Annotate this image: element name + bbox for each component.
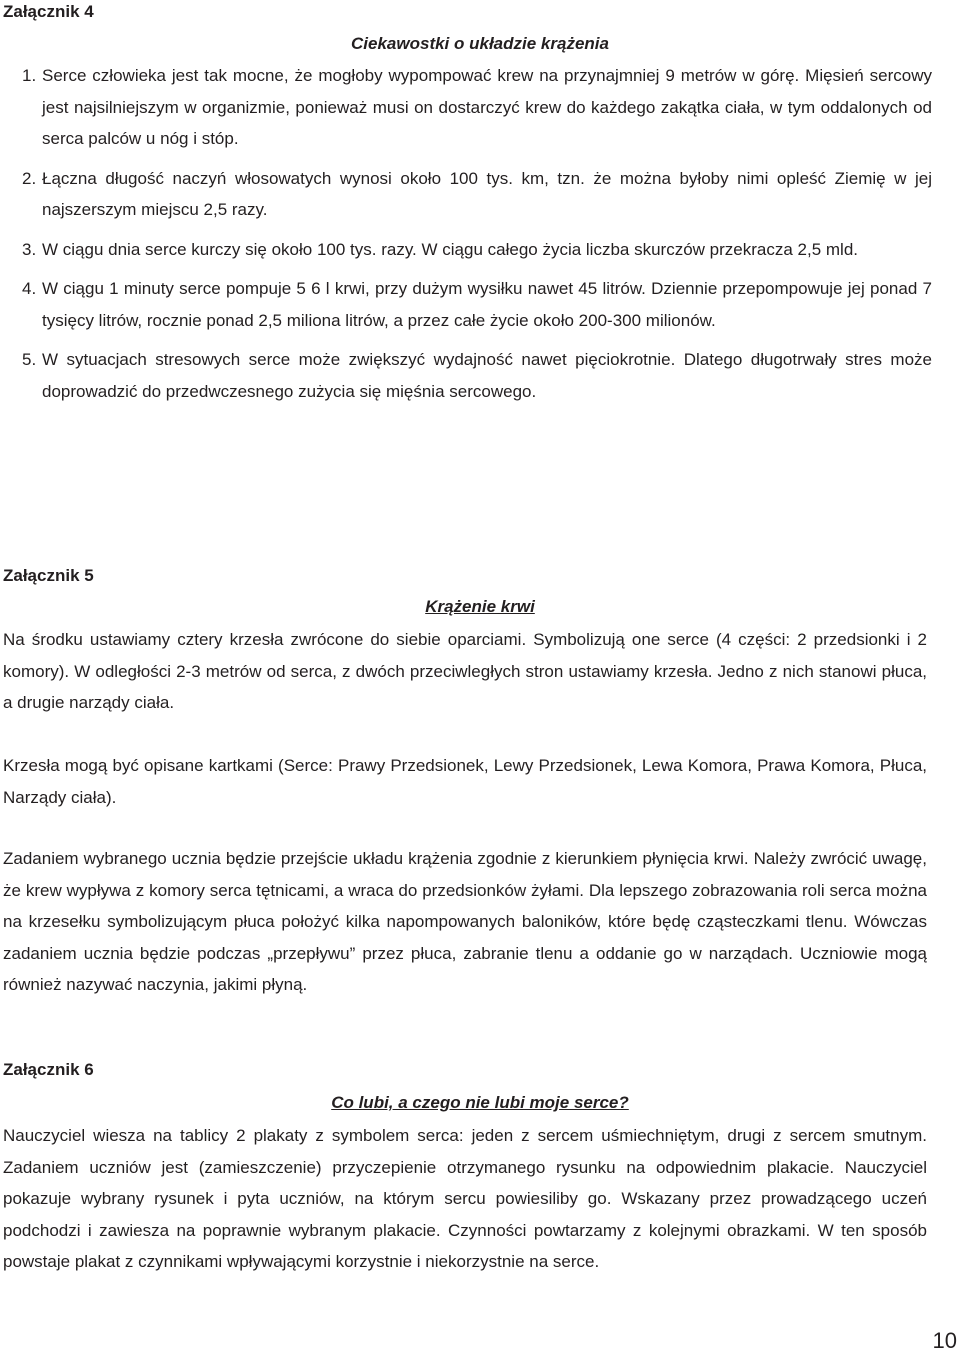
list-item-text: W ciągu 1 minuty serce pompuje 5 6 l krwi, przy dużym wysiłku nawet 45 litrów. Dziennie przepompowuje jej ponad 7 tysięcy litrów, rocznie ponad 2,5 miliona litrów, a przez całe życie około 200-300 milionów. xyxy=(42,279,932,330)
annex6-title: Co lubi, a czego nie lubi moje serce? xyxy=(331,1093,629,1112)
annex4-heading: Załącznik 4 xyxy=(3,2,94,21)
annex5-paragraph-1: Na środku ustawiamy cztery krzesła zwrócone do siebie oparciami. Symbolizują one serce (4 części: 2 przedsionki i 2 komory). W odległości 2-3 metrów od serca, z dwóch przeciwległych stron ustawiamy krzesła. Jedno z nich stanowi płuca, a drugie narządy ciała. xyxy=(3,630,927,712)
list-item-text: Łączna długość naczyń włosowatych wynosi około 100 tys. km, tzn. że można byłoby nimi opleść Ziemię w jej najszerszym miejscu 2,5 razy. xyxy=(42,168,932,219)
list-item-number: 2. xyxy=(22,168,37,188)
annex6-heading: Załącznik 6 xyxy=(3,1060,94,1079)
annex5-heading: Załącznik 5 xyxy=(3,566,94,585)
list-item xyxy=(22,273,932,336)
list-item-number: 1. xyxy=(22,66,37,85)
list-item-number: 3. xyxy=(22,239,37,259)
list-item-number: 5. xyxy=(22,350,37,369)
list-item-text: Serce człowieka jest tak mocne, że mogłoby wypompować krew na przynajmniej 9 metrów w górę. Mięsień sercowy jest najsilniejszym w organizmie, ponieważ musi on dostarczyć krew do każdego zakątka ciała, w tym oddalonych od serca palców u nóg i stóp. xyxy=(42,66,932,148)
annex5-title: Krążenie krwi xyxy=(425,597,535,616)
list-item xyxy=(22,344,932,407)
annex5-paragraph-3: Zadaniem wybranego ucznia będzie przejście układu krążenia zgodnie z kierunkiem płynięcia krwi. Należy zwrócić uwagę, że krew wypływa z komory serca tętnicami, a wraca do przedsionków żyłami. Dla lepszego zobrazowania roli serca można na krzesełku symbolizującym płuca położyć kilka napompowanych baloników, które będę cząsteczkami tlenu. Wówczas zadaniem ucznia będzie podczas „przepływu” przez płuca, zabranie tlenu a oddanie go w narządach. Uczniowie mogą również nazywać naczynia, jakimi płyną. xyxy=(3,849,927,994)
annex5-paragraph-2: Krzesła mogą być opisane kartkami (Serce: Prawy Przedsionek, Lewy Przedsionek, Lewa Komora, Prawa Komora, Płuca, Narządy ciała). xyxy=(3,756,927,807)
list-item-text: W ciągu dnia serce kurczy się około 100 tys. razy. W ciągu całego życia liczba skurczów przekracza 2,5 mld. xyxy=(42,239,858,259)
page-number: 10 xyxy=(932,1328,957,1353)
list-item-text: W sytuacjach stresowych serce może zwiększyć wydajność nawet pięciokrotnie. Dlatego długotrwały stres może doprowadzić do przedwczesnego zużycia się mięśnia sercowego. xyxy=(42,350,932,401)
annex6-paragraph: Nauczyciel wiesza na tablicy 2 plakaty z symbolem serca: jeden z sercem uśmiechniętym, drugi z sercem smutnym. Zadaniem uczniów jest (zamieszczenie) przyczepienie otrzymanego rysunku na odpowiednim plakacie. Nauczyciel pokazuje wybrany rysunek i pyta uczniów, na którym sercu powiesiliby go. Wskazany przez prowadzącego uczeń podchodzi i zawiesza na poprawnie wybranym plakacie. Czynności powtarzamy z kolejnymi obrazkami. W ten sposób powstaje plakat z czynnikami wpływającymi korzystnie i niekorzystnie na serce. xyxy=(3,1126,927,1271)
annex4-title: Ciekawostki o układzie krążenia xyxy=(351,34,609,53)
annex4-list xyxy=(22,60,932,415)
list-item-number: 4. xyxy=(22,279,37,298)
list-item xyxy=(22,234,932,266)
list-item xyxy=(22,60,932,155)
list-item xyxy=(22,163,932,226)
